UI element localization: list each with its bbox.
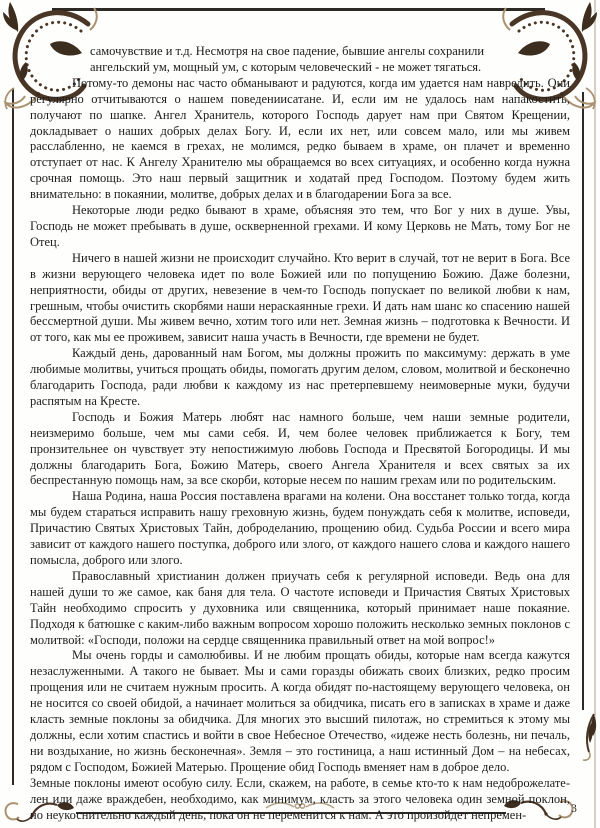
body-paragraph: Православный христианин должен приучать себя к регулярной исповеди. Ведь она для нашей души то же самое, как баня для тела. О частоте исповеди и Причастия Святых Христовых Тайн необходимо спросить у духовника или священника, который принимает наше покаяние. Подходя к батюшке с каким-либо важным вопросом хорошо положить несколько земных поклонов с молитвой: «Господи, положи на сердце священника правильный ответ на мой вопрос!» bbox=[30, 568, 570, 647]
body-paragraph: Некоторые люди редко бывают в храме, объясняя это тем, что Бог у них в душе. Увы, Господь не может пребывать в душе, оскверненной грехами. И кому Церковь не Мать, тому Бог не Отец. bbox=[30, 203, 570, 249]
body-paragraph: Каждый день, дарованный нам Богом, мы должны прожить по максимуму: держать в уме любимые молитвы, учиться прощать обиды, помогать другим делом, словом, молитвой и бесконечно благодарить Господа, ради любви к каждому из нас претерпевшему неимоверные муки, будучи распятым на Кресте. bbox=[30, 346, 570, 408]
left-border-rule bbox=[12, 88, 14, 785]
body-paragraph: Наша Родина, наша Россия поставлена врагами на колени. Она восстанет только тогда, когда мы будем стараться исправить нашу греховную жизнь, будем понуждать себя к молитве, исповеди, Причастию Святых Христовых Тайн, доброделанию, прощению обид. Судьба России и всего мира зависит от каждого нашего поступка, доброго или злого, от каждого нашего слова и каждого нашего помысла, доброго или злого. bbox=[30, 489, 570, 567]
page-number: 3 bbox=[571, 803, 577, 815]
body-paragraph: Господь и Божия Матерь любят нас намного больше, чем наши земные родители, неизмеримо больше, чем мы сами себя. И, чем более человек приближается к Богу, тем пронзительнее он чувствует эту непостижимую любовь Господа и Пресвятой Богородицы. И мы должны благодарить Бога, Божию Матерь, своего Ангела Хранителя и всех святых за их беспрестанную помощь нам, за все скорби, которые несем по нашим грехам или по родительским. bbox=[30, 409, 570, 488]
top-border-rule bbox=[52, 8, 545, 11]
body-paragraph: Ничего в нашей жизни не происходит случайно. Кто верит в случай, тот не верит в Бога. Все в жизни верующего человека идет по воле Божией или по попущению Божию. Даже болезни, неприятности, обиды от других, невезение в чем-то Господь попускает по великой любви к нам, грешным, чтобы очистить скорбями наши нераскаянные грехи. И дать нам шанс ко спасению нашей бессмертной души. Мы живем вечно, хотим того или нет. Земная жизнь – подготовка к Вечности. И от того, как мы ее проживем, зависит наша участь в Вечности, где времени не будет. bbox=[30, 250, 570, 345]
right-border-rule bbox=[582, 92, 584, 710]
intro-line-2: ангельский ум, мощный ум, с которым человеческий - не может тягаться. bbox=[90, 59, 482, 74]
body-paragraph: Потому-то демоны нас часто обманывают и радуются, когда им удается нам навредить. Они регулярно отчитываются о нашем поведениисатане. И, если им не удалось нам напакостить, получают по шапке. Ангел Хранитель, которого Господь дарует нам при Святом Крещении, докладывает о наших добрых делах Богу. И, если их нет, или совсем мало, или мы живем расслабленно, не каемся в грехах, не молимся, редко бываем в храме, он плачет и временно отступает от нас. К Ангелу Хранителю мы обращаемся во всех ситуациях, и особенно когда нужна срочная помощь. Это наш первый защитник и ходатай пред Господом. Поэтому будем жить внимательно: в покаянии, молитве, добрых делах и в благодарении Бога за все. bbox=[30, 75, 570, 202]
body-paragraph: Земные поклоны имеют особую силу. Если, скажем, на работе, в семье кто-то к нам недоброжелате-лен или даже враждебен, необходимо, как минимум, класть за этого человека один земной поклон, но неукоснительно каждый день, пока он не переменится к нам. А это произойдет непремен- bbox=[30, 775, 570, 822]
intro-paragraph bbox=[30, 44, 570, 76]
leaf-right-margin-icon bbox=[579, 712, 598, 762]
document-text-column bbox=[30, 44, 570, 823]
body-paragraph: Мы очень горды и самолюбивы. И не любим прощать обиды, которые нам всегда кажутся незаслуженными. А такого не бывает. Мы и сами горазды обижать своих близких, редко просим прощения или не считаем нужным просить. А когда обидят по-настоящему верующего человека, он не носится со своей обидой, а начинает молиться за обидчика, писать его в записках в храме и даже класть земные поклоны за обидчика. Для многих это высший пилотаж, но стремиться к этому мы должны, если хотим спастись и войти в свое Небесное Отечество, «идеже несть болезнь, ни печаль, ни воздыхание, но жизнь бесконечная». Земля – это гостиница, а наш истинный Дом – на небесах, рядом с Господом, Божией Матерью. Прощение обид Господь вменяет нам в доброе дело. bbox=[30, 648, 570, 774]
intro-line-1: самочувствие и т.д. Несмотря на свое падение, бывшие ангелы сохранили bbox=[90, 44, 485, 58]
page-scan-edge bbox=[594, 0, 596, 828]
